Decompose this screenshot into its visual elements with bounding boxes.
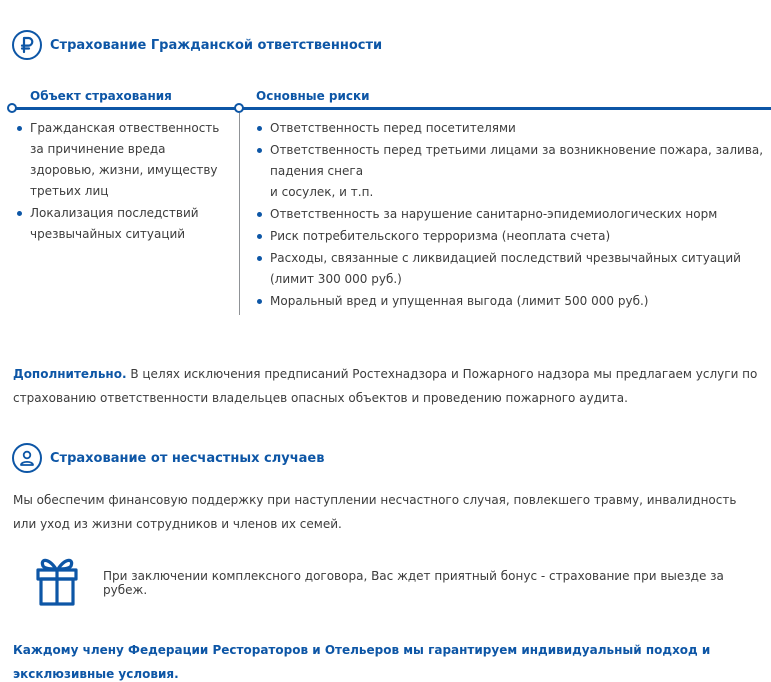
accident-paragraph: Мы обеспечим финансовую поддержку при наступлении несчастного случая, повлекшего травму, инвалидность или уход из жизни сотрудников и членов их семей. (13, 493, 737, 531)
additional-text: В целях исключения предписаний Ростехнадзора и Пожарного надзора мы предлагаем услуги по страхованию ответственности владельцев опасных объектов и проведению пожарного аудита. (13, 367, 758, 405)
list-item: Ответственность перед посетителями (254, 118, 764, 139)
gift-icon (36, 556, 78, 610)
list-item: Расходы, связанные с ликвидацией последствий чрезвычайных ситуаций (лимит 300 000 руб.) (254, 248, 764, 290)
table-header-line (10, 107, 771, 110)
list-item: Гражданская отвественность за причинение вреда здоровью, жизни, имуществу третьих лиц (14, 118, 224, 202)
column-divider (239, 113, 240, 315)
timeline-dot (7, 103, 17, 113)
list-item: Моральный вред и упущенная выгода (лимит 500 000 руб.) (254, 291, 764, 312)
additional-paragraph (13, 362, 761, 410)
list-item: Ответственность за нарушение санитарно-эпидемиологических норм (254, 204, 764, 225)
risks-list (254, 118, 764, 313)
additional-label: Дополнительно. (13, 367, 127, 381)
liability-table (0, 86, 771, 316)
timeline-dot (234, 103, 244, 113)
accident-title: Страхование от несчастных случаев (50, 450, 325, 466)
risks-column-header: Основные риски (256, 89, 370, 103)
list-item: Локализация последствий чрезвычайных ситуаций (14, 203, 224, 245)
final-statement: Каждому члену Федерации Рестораторов и Отельеров мы гарантируем индивидуальный подход и эксклюзивные условия. (13, 643, 711, 681)
accident-section-header (12, 443, 324, 473)
objects-list (14, 118, 224, 246)
liability-title: Страхование Гражданской ответственности (50, 37, 383, 53)
person-icon (12, 443, 42, 473)
list-item: Ответственность перед третьими лицами за возникновение пожара, залива, падения снега (254, 140, 764, 182)
liability-section-header (12, 30, 382, 60)
bonus-text: При заключении комплексного договора, Вас ждет приятный бонус - страхование при выезде за рубеж. (103, 569, 724, 597)
list-item: Риск потребительского терроризма (неоплата счета) (254, 226, 764, 247)
object-column-header: Объект страхования (30, 89, 172, 103)
ruble-icon (12, 30, 42, 60)
list-item-continuation: и сосулек, и т.п. (270, 185, 374, 199)
bonus-row (36, 556, 771, 610)
